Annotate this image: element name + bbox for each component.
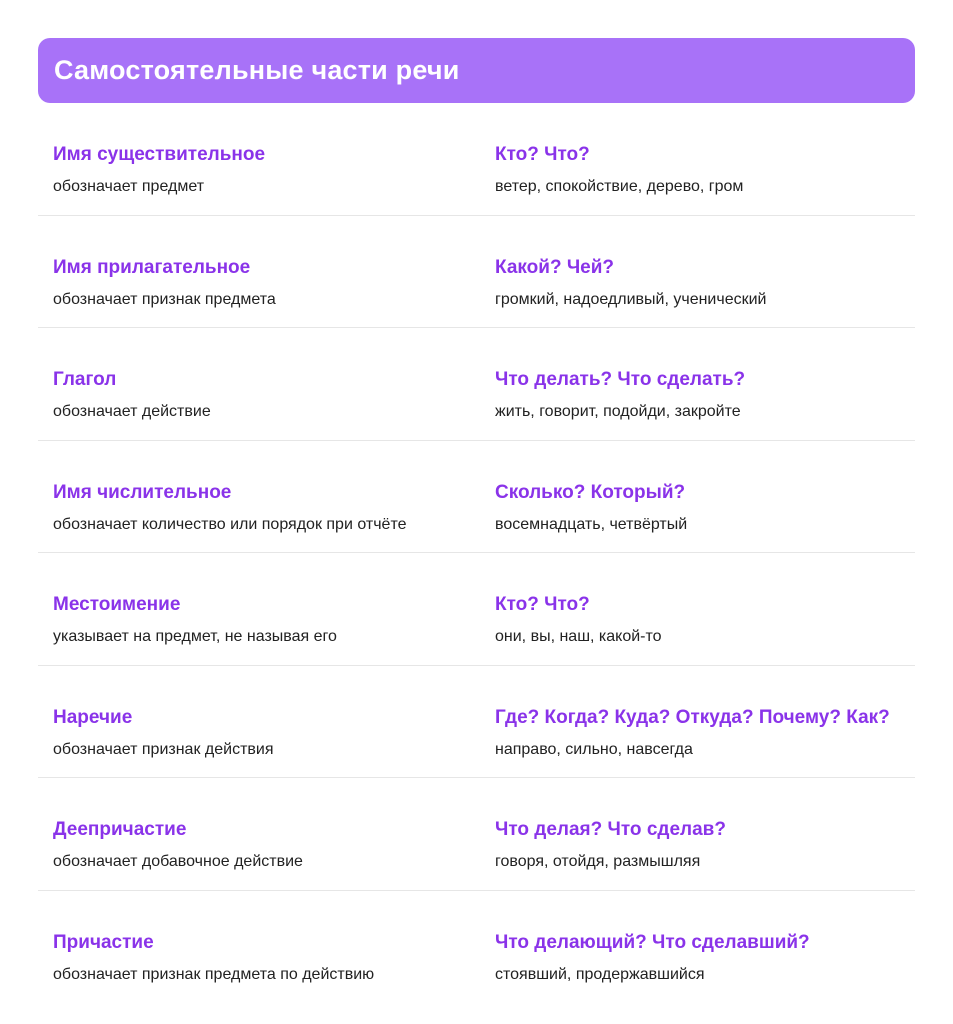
examples-text: громкий, надоедливый, ученический xyxy=(495,290,767,308)
table-row xyxy=(38,441,915,554)
table-row xyxy=(38,328,915,441)
question-text: Кто? Что? xyxy=(495,144,590,165)
question-cell xyxy=(495,143,743,197)
part-of-speech-name: Деепричастие xyxy=(53,819,187,840)
part-of-speech-meaning: обозначает признак предмета xyxy=(53,290,276,308)
question-text: Что делать? Что сделать? xyxy=(495,369,746,390)
part-of-speech-name: Глагол xyxy=(53,369,117,390)
examples-text: направо, сильно, навсегда xyxy=(495,740,693,758)
part-of-speech-meaning: обозначает предмет xyxy=(53,178,205,195)
part-of-speech-name: Наречие xyxy=(53,706,133,728)
question-text: Что делающий? Что сделавший? xyxy=(495,931,810,953)
part-of-speech-name: Местоимение xyxy=(53,594,181,615)
question-cell xyxy=(495,256,766,310)
table-row xyxy=(38,666,915,779)
question-text: Кто? Что? xyxy=(495,594,590,615)
question-cell xyxy=(495,931,810,985)
part-of-speech-cell xyxy=(53,368,211,422)
examples-text: они, вы, наш, какой-то xyxy=(495,628,662,645)
part-of-speech-meaning: указывает на предмет, не называя его xyxy=(53,628,337,645)
examples-text: ветер, спокойствие, дерево, гром xyxy=(495,178,744,195)
examples-text: стоявший, продержавшийся xyxy=(495,965,705,983)
question-text: Сколько? Который? xyxy=(495,481,686,503)
part-of-speech-cell xyxy=(53,818,303,872)
table-row xyxy=(38,553,915,666)
part-of-speech-cell xyxy=(53,481,406,535)
part-of-speech-cell xyxy=(53,593,337,647)
table-row xyxy=(38,778,915,891)
question-text: Какой? Чей? xyxy=(495,256,615,278)
part-of-speech-name: Имя существительное xyxy=(53,144,266,165)
question-text: Где? Когда? Куда? Откуда? Почему? Как? xyxy=(495,706,890,728)
question-cell xyxy=(495,706,890,760)
parts-of-speech-table xyxy=(38,103,915,1003)
table-row xyxy=(38,103,915,216)
header-banner xyxy=(38,38,915,103)
part-of-speech-meaning: обозначает действие xyxy=(53,403,211,420)
examples-text: восемнадцать, четвёртый xyxy=(495,515,688,533)
page-title: Самостоятельные части речи xyxy=(54,55,460,85)
examples-text: говоря, отойдя, размышляя xyxy=(495,853,701,870)
table-row xyxy=(38,216,915,329)
part-of-speech-cell xyxy=(53,706,274,760)
part-of-speech-meaning: обозначает признак предмета по действию xyxy=(53,965,375,983)
part-of-speech-name: Имя числительное xyxy=(53,481,232,503)
part-of-speech-cell xyxy=(53,143,265,197)
part-of-speech-cell xyxy=(53,931,374,985)
question-cell xyxy=(495,368,745,422)
question-cell xyxy=(495,593,662,647)
part-of-speech-meaning: обозначает признак действия xyxy=(53,740,274,758)
part-of-speech-meaning: обозначает добавочное действие xyxy=(53,853,303,870)
table-row xyxy=(38,891,915,1004)
part-of-speech-name: Причастие xyxy=(53,931,154,953)
question-text: Что делая? Что сделав? xyxy=(495,819,726,840)
part-of-speech-cell xyxy=(53,256,276,310)
part-of-speech-name: Имя прилагательное xyxy=(53,256,251,278)
examples-text: жить, говорит, подойди, закройте xyxy=(495,403,741,420)
part-of-speech-meaning: обозначает количество или порядок при отчёте xyxy=(53,515,407,533)
question-cell xyxy=(495,481,687,535)
question-cell xyxy=(495,818,726,872)
